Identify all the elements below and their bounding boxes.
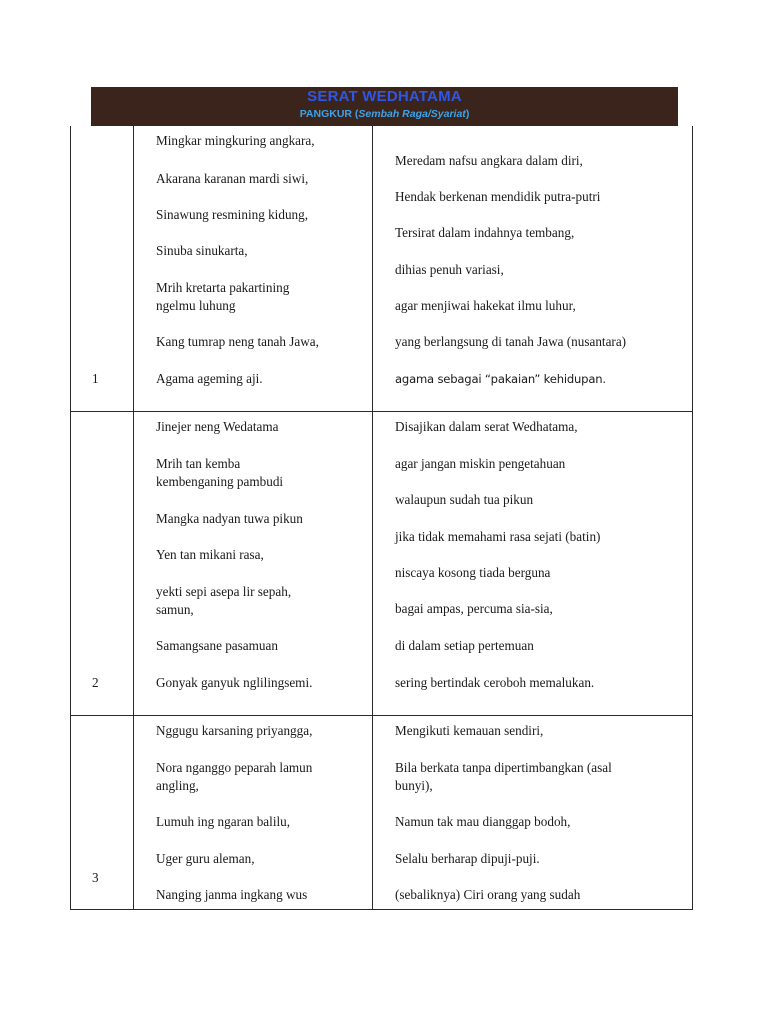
indonesian-line: walaupun sudah tua pikun	[395, 492, 534, 507]
javanese-line: Kang tumrap neng tanah Jawa,	[156, 334, 319, 349]
verse-table	[70, 126, 693, 910]
row-divider-1	[70, 411, 693, 412]
indonesian-line: Tersirat dalam indahnya tembang,	[395, 225, 575, 240]
subtitle-suffix: )	[465, 108, 470, 120]
verse-number: 3	[92, 870, 99, 885]
indonesian-line: bunyi),	[395, 778, 433, 793]
indonesian-line: jika tidak memahami rasa sejati (batin)	[395, 529, 601, 544]
javanese-line: Sinuba sinukarta,	[156, 243, 248, 258]
indonesian-line: dihias penuh variasi,	[395, 262, 504, 277]
indonesian-line: yang berlangsung di tanah Jawa (nusantara)	[395, 334, 627, 349]
javanese-line: samun,	[156, 602, 194, 617]
verse-number: 2	[92, 675, 99, 690]
table-border-bottom	[70, 909, 693, 910]
javanese-line: Agama ageming aji.	[156, 371, 263, 386]
document-subtitle	[91, 108, 678, 120]
indonesian-line: niscaya kosong tiada berguna	[395, 565, 551, 580]
javanese-line: Gonyak ganyuk nglilingsemi.	[156, 675, 313, 690]
javanese-line: Nanging janma ingkang wus	[156, 887, 308, 902]
javanese-line: Sinawung resmining kidung,	[156, 207, 309, 222]
javanese-line: Mangka nadyan tuwa pikun	[156, 511, 303, 526]
indonesian-line: Mengikuti kemauan sendiri,	[395, 723, 544, 738]
indonesian-line: Selalu berharap dipuji-puji.	[395, 851, 540, 866]
indonesian-line: agama sebagai “pakaian” kehidupan.	[395, 372, 606, 386]
verse-number: 1	[92, 371, 99, 386]
indonesian-line: Disajikan dalam serat Wedhatama,	[395, 419, 578, 434]
table-divider-translation	[372, 126, 373, 910]
javanese-line: Yen tan mikani rasa,	[156, 547, 264, 562]
document-header	[91, 87, 678, 126]
indonesian-line: agar menjiwai hakekat ilmu luhur,	[395, 298, 576, 313]
subtitle-prefix: PANGKUR (	[299, 108, 359, 120]
javanese-line: Mingkar mingkuring angkara,	[156, 133, 315, 148]
indonesian-line: Meredam nafsu angkara dalam diri,	[395, 153, 583, 168]
table-border-left	[70, 126, 71, 910]
row-divider-2	[70, 715, 693, 716]
table-border-right	[692, 126, 693, 910]
javanese-line: Mrih kretarta pakartining	[156, 280, 290, 295]
indonesian-line: Hendak berkenan mendidik putra-putri	[395, 189, 601, 204]
subtitle-emphasis: Sembah Raga/Syariat	[358, 108, 466, 120]
indonesian-line: sering bertindak ceroboh memalukan.	[395, 675, 595, 690]
javanese-line: angling,	[156, 778, 199, 793]
javanese-line: yekti sepi asepa lir sepah,	[156, 584, 292, 599]
table-divider-number	[133, 126, 134, 910]
javanese-line: Jinejer neng Wedatama	[156, 419, 279, 434]
javanese-line: kembenganing pambudi	[156, 474, 284, 489]
indonesian-line: agar jangan miskin pengetahuan	[395, 456, 566, 471]
indonesian-line: bagai ampas, percuma sia-sia,	[395, 601, 553, 616]
javanese-line: Uger guru aleman,	[156, 851, 255, 866]
indonesian-line: Namun tak mau dianggap bodoh,	[395, 814, 571, 829]
indonesian-line: (sebaliknya) Ciri orang yang sudah	[395, 887, 581, 902]
javanese-line: Nora nganggo peparah lamun	[156, 760, 313, 775]
javanese-line: Samangsane pasamuan	[156, 638, 278, 653]
javanese-line: Lumuh ing ngaran balilu,	[156, 814, 291, 829]
indonesian-line: Bila berkata tanpa dipertimbangkan (asal	[395, 760, 612, 775]
javanese-line: Akarana karanan mardi siwi,	[156, 171, 309, 186]
javanese-line: Mrih tan kemba	[156, 456, 241, 471]
javanese-line: ngelmu luhung	[156, 298, 236, 313]
document-title: SERAT WEDHATAMA	[307, 88, 462, 105]
indonesian-line: di dalam setiap pertemuan	[395, 638, 534, 653]
javanese-line: Nggugu karsaning priyangga,	[156, 723, 313, 738]
